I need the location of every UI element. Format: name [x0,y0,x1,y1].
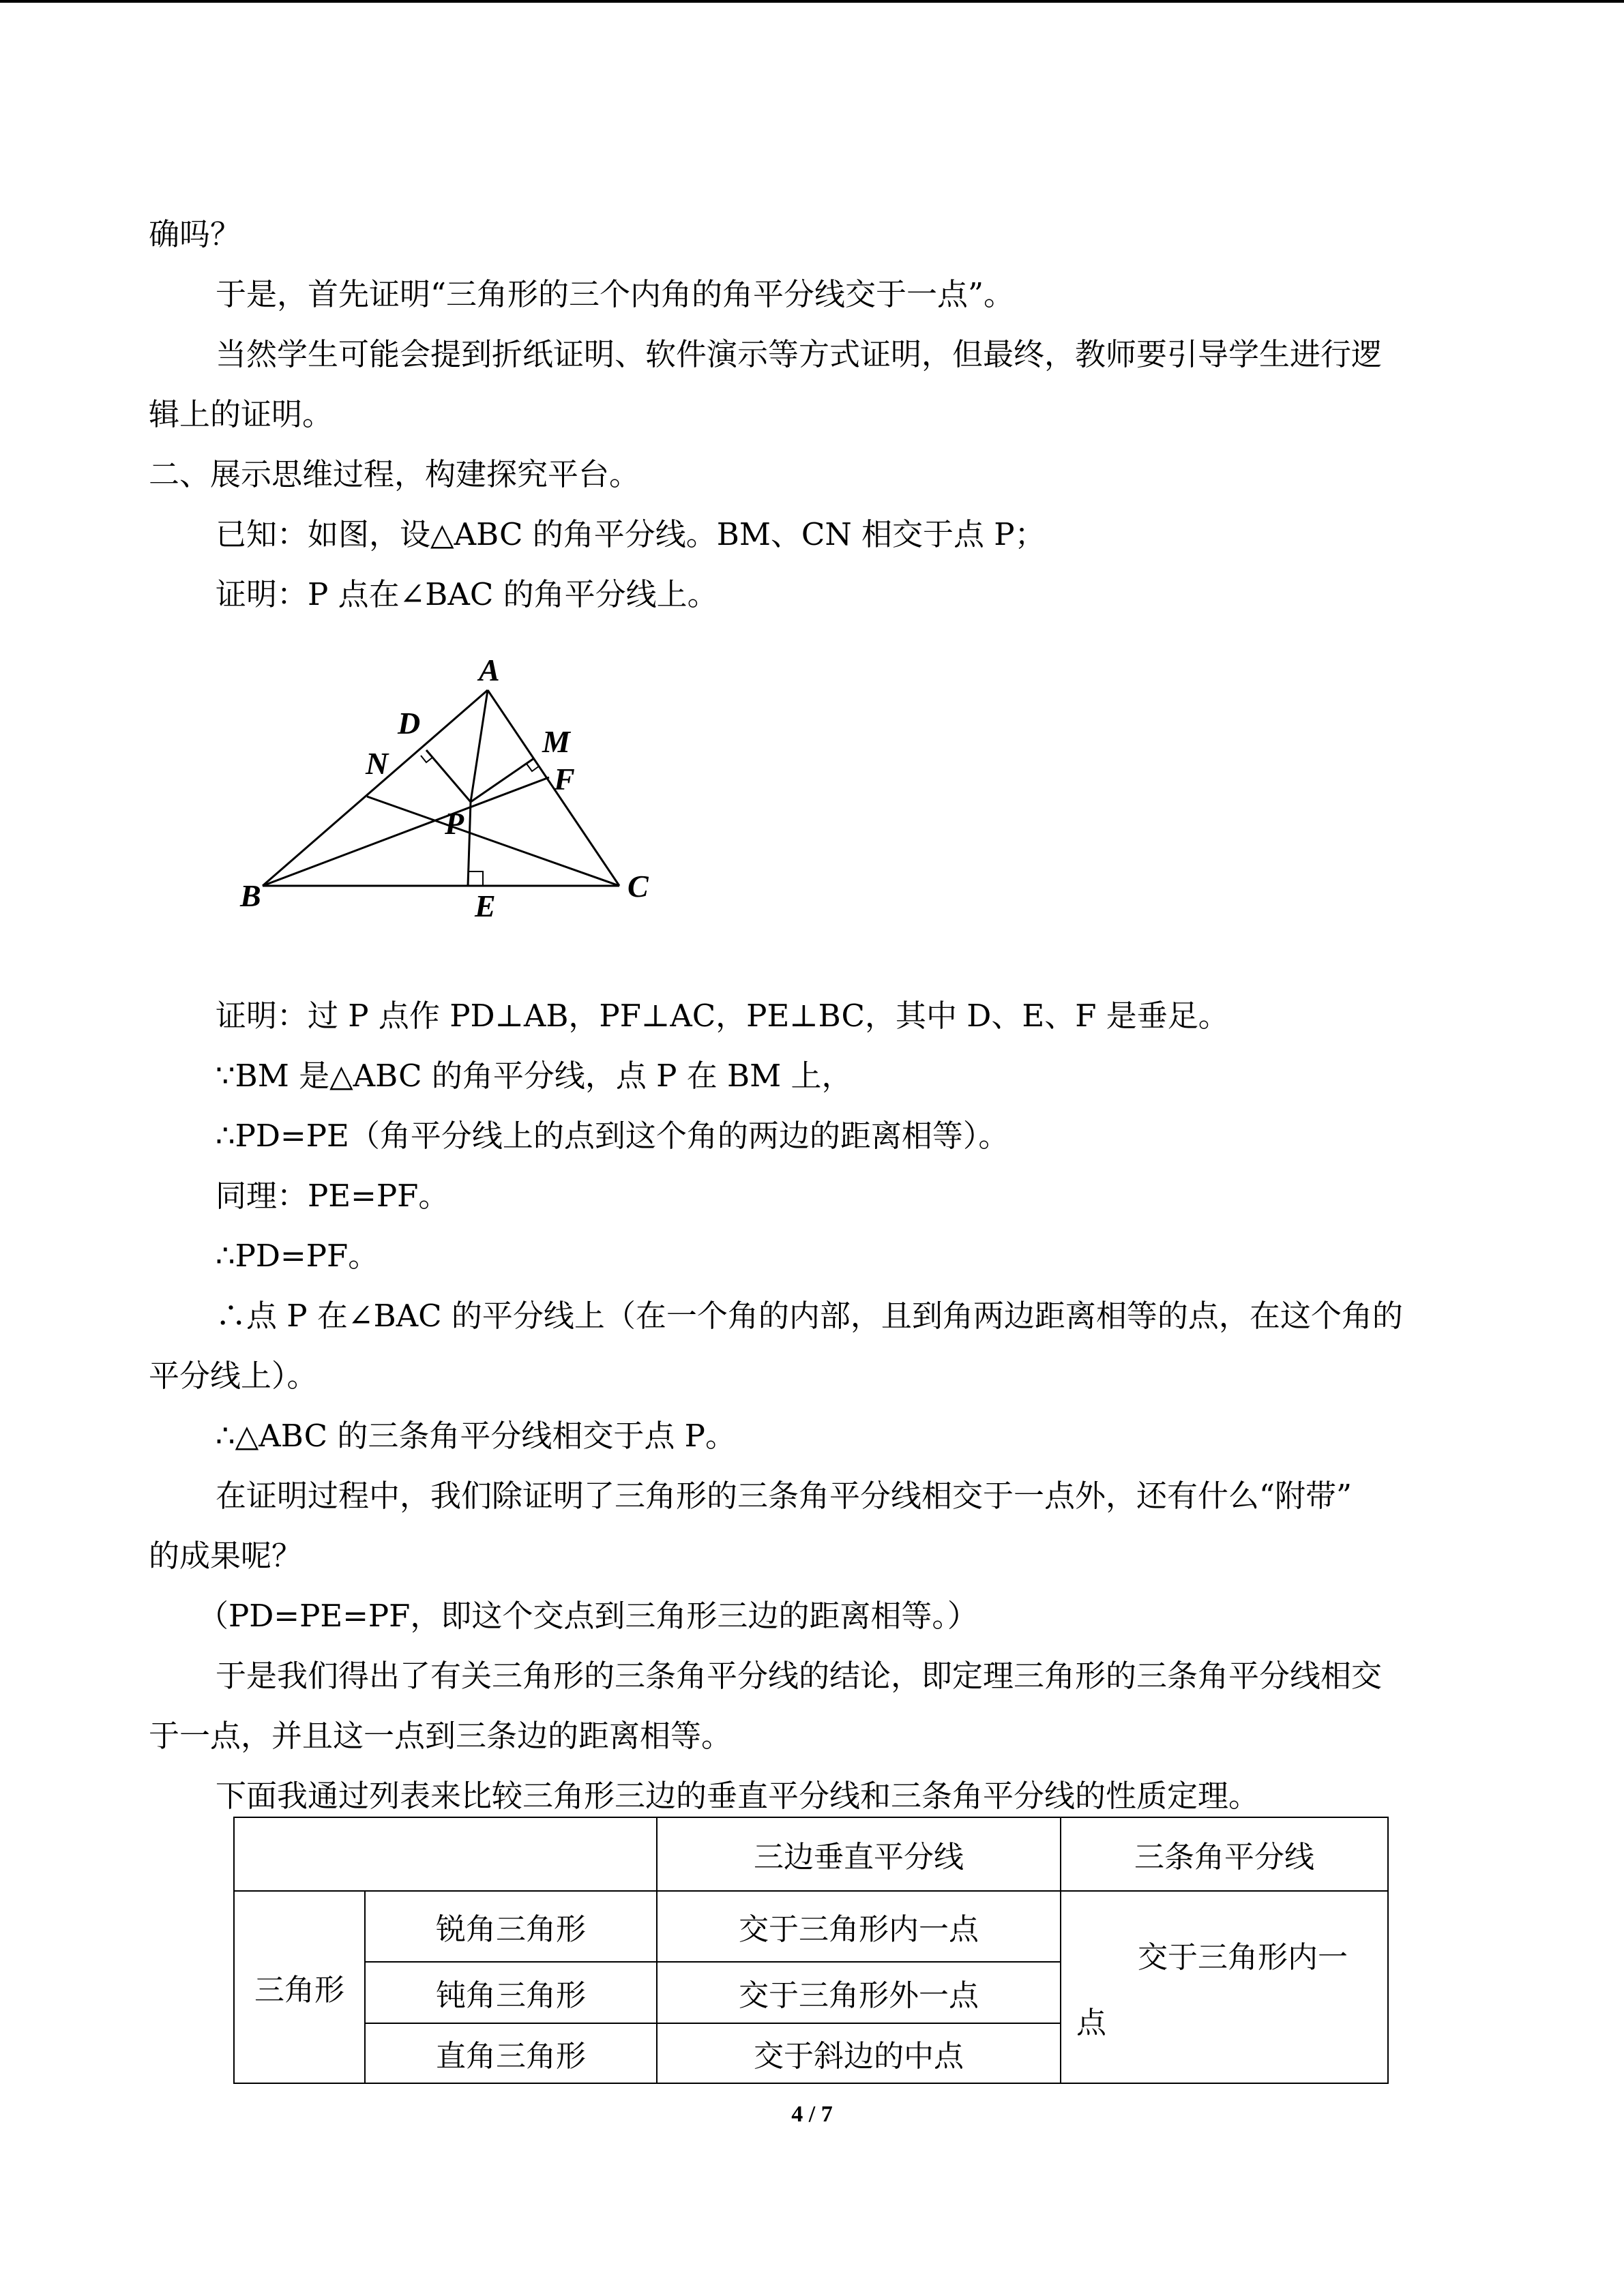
label-b: B [240,878,261,913]
paragraph-line: ∵BM 是△ABC 的角平分线，点 P 在 BM 上， [216,1058,853,1094]
bisector-am [471,690,488,802]
row-perp: 交于斜边的中点 [657,2023,1061,2083]
label-p: P [445,806,464,841]
label-m: M [542,724,570,759]
comparison-table [233,1817,1389,2084]
row-perp: 交于三角形外一点 [657,1962,1061,2023]
paragraph-line: 当然学生可能会提到折纸证明、软件演示等方式证明，但最终，教师要引导学生进行逻 [216,336,1383,372]
right-angle-e [469,871,483,886]
page-number: 4 / 7 [791,2102,833,2127]
paragraph-line: 平分线上）。 [149,1358,318,1394]
paragraph-line: 于一点，并且这一点到三条边的距离相等。 [149,1718,733,1754]
paragraph-line: 证明：P 点在∠BAC 的角平分线上。 [216,576,718,612]
row-type: 直角三角形 [365,2023,657,2083]
paragraph-line: ∴PD=PE（角平分线上的点到这个角的两边的距离相等）。 [216,1118,1009,1154]
paragraph-line: 下面我通过列表来比较三角形三边的垂直平分线和三条角平分线的性质定理。 [216,1778,1260,1814]
row-perp: 交于三角形内一点 [657,1891,1061,1962]
paragraph-line: 在证明过程中，我们除证明了三角形的三条角平分线相交于一点外，还有什么“附带” [216,1478,1353,1514]
label-e: E [475,889,496,923]
paragraph-line: ∴△ABC 的三条角平分线相交于点 P。 [216,1418,736,1454]
paragraph-line: 于是，首先证明“三角形的三个内角的角平分线交于一点”。 [216,276,1015,312]
paragraph-line: 已知：如图，设△ABC 的角平分线。BM、CN 相交于点 P； [216,516,1046,552]
table-header-row [234,1817,1388,1891]
header-perp-bisector: 三边垂直平分线 [657,1817,1061,1891]
triangle-figure [232,641,682,927]
paragraph-line: 的成果呢？ [149,1538,303,1574]
row-type: 钝角三角形 [365,1962,657,2023]
side-ab [263,690,488,886]
paragraph-line: ∴PD=PF。 [216,1238,379,1274]
label-d: D [398,706,421,741]
angle-bisector-result [1061,1891,1388,2083]
label-n: N [366,746,389,781]
paragraph-line: 同理：PE=PF。 [216,1178,449,1214]
paragraph-line: 于是我们得出了有关三角形的三条角平分线的结论，即定理三角形的三条角平分线相交 [216,1658,1383,1694]
bisect-line-1: 交于三角形内一 [1138,1940,1348,1975]
paragraph-line: 确吗？ [149,216,241,252]
perp-pe [468,802,471,886]
paragraph-line: 证明：过 P 点作 PD⊥AB，PF⊥AC，PE⊥BC，其中 D、E、F 是垂足。 [216,998,1229,1034]
bisect-line-2: 点 [1076,2006,1106,2040]
table-row [234,1891,1388,1962]
page-top-border [0,0,1624,3]
label-a: A [479,653,500,687]
row-group-label: 三角形 [234,1891,365,2083]
paragraph-line: 辑上的证明。 [149,396,334,432]
bisector-bm [263,777,549,886]
label-f: F [554,762,575,796]
header-angle-bisector: 三条角平分线 [1061,1817,1388,1891]
section-heading: 二、展示思维过程，构建探究平台。 [149,456,640,492]
row-type: 锐角三角形 [365,1891,657,1962]
label-c: C [628,869,649,904]
table-corner-cell [234,1817,657,1891]
paragraph-line: ∴点 P 在∠BAC 的平分线上（在一个角的内部，且到角两边距离相等的点，在这个角的 [216,1298,1403,1334]
paragraph-line: （PD=PE=PF，即这个交点到三角形三边的距离相等。） [198,1598,978,1634]
bisector-cn [367,796,619,886]
